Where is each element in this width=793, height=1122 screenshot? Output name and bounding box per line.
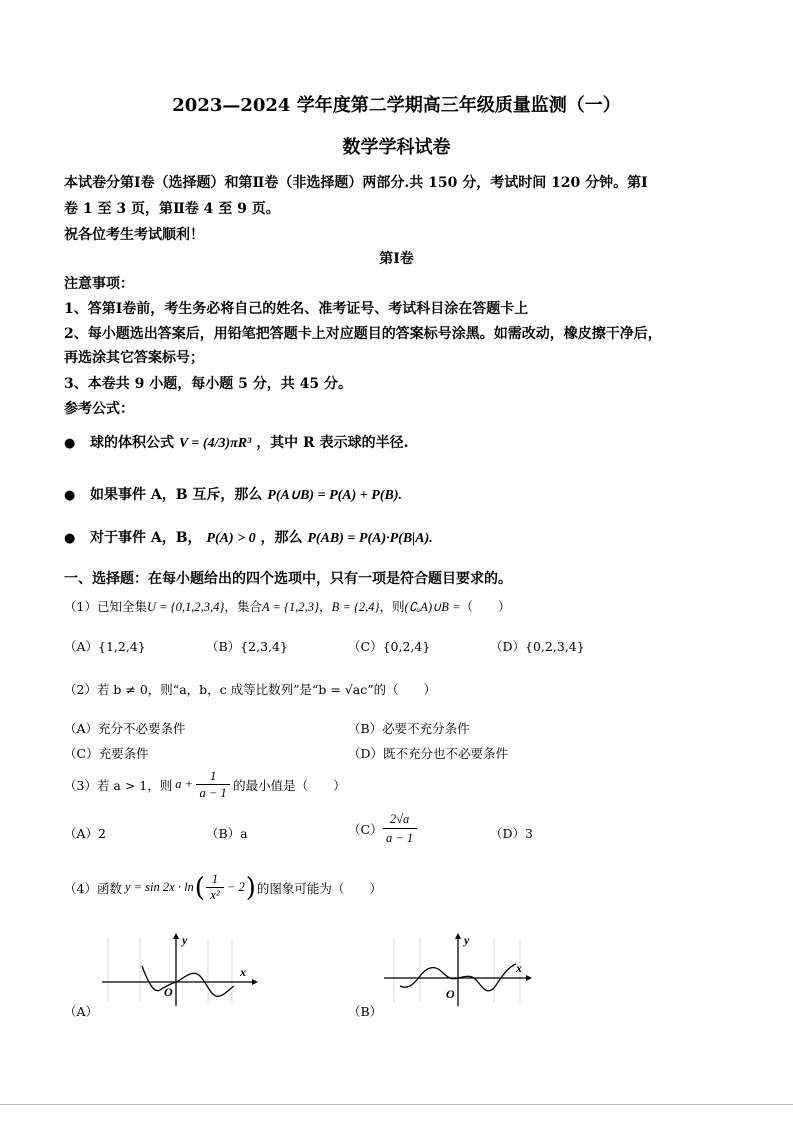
q4-graph-b-label: （B） [348,1004,383,1019]
q4-graph-a-label: （A） [64,1004,99,1019]
q3-option-c-label: （C） [348,821,383,837]
q4-func-lead: y = sin 2x · ln [124,880,194,894]
notes-item-3: 3、本卷共 9 小题，每小题 5 分，共 45 分。 [64,376,352,392]
q4-stem-b: 的图象可能为（ ） [256,880,382,896]
bullet-icon: ● [64,436,76,451]
q2-option-b[interactable]: （B）必要不充分条件 [348,721,470,736]
q3-stem-a: （3）若 a > 1，则 [64,777,173,793]
question-4-stem [64,872,382,903]
q1-option-a[interactable]: （A）{1,2,4} [64,639,146,654]
graph-b-y-arrow-icon [455,933,461,939]
intro-line-1: 本试卷分第Ⅰ卷（选择题）和第Ⅱ卷（非选择题）两部分.共 150 分，考试时间 120 分钟。第Ⅰ [64,175,648,191]
q3-option-c-num: 2√a [389,812,410,826]
formula-1-post: ，其中 R 表示球的半径. [256,435,409,451]
q1-stem-c: ，则 [379,599,405,614]
q1-universal-set: U = {0,1,2,3,4} [146,600,225,614]
q3-option-d[interactable]: （D）3 [490,826,533,841]
formula-1-math: V = (4/3)πR³ [178,436,252,451]
q1-expression: (∁ᵤA)∪B = [404,600,461,614]
graph-a-y-label: y [182,933,188,947]
intro-line-3: 祝各位考生考试顺利！ [64,227,204,243]
question-3-stem [64,768,346,801]
question-1-stem [64,597,510,615]
graph-a-curve [142,966,234,996]
q1-option-d[interactable]: （D）{0,2,3,4} [490,639,585,654]
q3-frac-den: a − 1 [199,786,227,800]
graph-a-x-label: x [240,965,246,979]
q3-stem-b: 的最小值是（ ） [233,777,346,793]
graph-b-x-label: x [516,961,522,975]
q4-graph-b[interactable] [380,930,540,1008]
intro-line-2: 卷 1 至 3 页，第Ⅱ卷 4 至 9 页。 [64,201,280,217]
q1-option-c[interactable]: （C）{0,2,4} [348,639,431,654]
graph-b-gridlines [394,938,520,1002]
page-bottom-rule [0,1104,793,1105]
q1-stem-d: （ ） [460,599,511,614]
volume-heading: 第Ⅰ卷 [379,251,414,267]
q2-option-c[interactable]: （C）充要条件 [64,746,149,761]
graph-b-y-label: y [464,933,470,947]
formula-heading: 参考公式： [64,401,134,417]
formula-2-math: P(A∪B) = P(A) + P(B). [267,488,402,503]
graph-a-x-arrow-icon [252,979,258,985]
q1-sep: ， [319,599,332,614]
q1-stem-b: ，集合 [224,599,262,614]
q1-set-b: B = {2,4} [331,600,380,614]
notes-item-1: 1、答第Ⅰ卷前，考生务必将自己的姓名、准考证号、考试科目涂在答题卡上 [64,301,529,317]
formula-2-pre: 如果事件 A，B 互斥，那么 [89,487,263,503]
q3-option-a[interactable]: （A）2 [64,826,106,841]
question-2-stem: （2）若 b ≠ 0，则“a，b，c 成等比数列”是“b = √ac”的（ ） [64,682,437,697]
bullet-icon: ● [64,488,76,503]
notes-heading: 注意事项： [64,276,134,292]
graph-a-y-arrow-icon [173,933,179,939]
section-1-heading: 一、选择题：在每小题给出的四个选项中，只有一项是符合题目要求的。 [64,571,512,587]
exam-title: 2023—2024 学年度第二学期高三年级质量监测（一） [172,95,621,116]
formula-3-mid: ，那么 [260,530,303,546]
q2-option-d[interactable]: （D）既不充分也不必要条件 [348,746,509,761]
q3-option-c[interactable] [348,810,417,847]
q3-option-b[interactable]: （B）a [206,826,248,841]
q1-set-a: A = {1,2,3} [261,600,320,614]
formula-3-pre: 对于事件 A，B， [89,530,202,546]
formula-conditional [64,527,433,547]
exam-subtitle: 数学学科试卷 [342,137,451,158]
graph-b-origin-label: O [446,987,455,1001]
q1-stem-a: （1）已知全集 [64,599,147,614]
formula-sphere-volume [64,432,408,452]
paren-open: ( [194,872,205,903]
q2-option-a[interactable]: （A）充分不必要条件 [64,721,186,736]
graph-a-origin-label: O [164,985,173,999]
formula-1-pre: 球的体积公式 [89,435,174,451]
paren-close: ) [245,872,256,903]
q1-option-b[interactable]: （B）{2,3,4} [206,639,288,654]
q3-expr-lead: a + [175,777,194,791]
q3-option-c-fraction [383,810,417,847]
q4-frac-num: 1 [211,872,219,886]
q3-fraction [196,768,230,801]
formula-3-cond: P(A) > 0 [206,531,256,546]
q4-frac-den: x² [210,888,220,902]
q4-stem-a: （4）函数 [64,880,122,896]
formula-3-math: P(AB) = P(A)·P(B|A). [307,531,433,546]
q4-graph-a[interactable] [100,930,260,1008]
q4-func-tail: − 2 [226,880,245,894]
bullet-icon: ● [64,531,76,546]
q4-fraction [206,872,224,903]
notes-item-2-line-2: 再选涂其它答案标号； [64,350,204,366]
formula-mutually-exclusive [64,484,402,504]
notes-item-2-line-1: 2、每小题选出答案后，用铅笔把答题卡上对应题目的答案标号涂黑。如需改动，橡皮擦干净后， [64,326,662,342]
q3-frac-num: 1 [209,769,217,783]
q3-option-c-den: a − 1 [385,831,414,845]
graph-b-x-arrow-icon [526,975,532,981]
